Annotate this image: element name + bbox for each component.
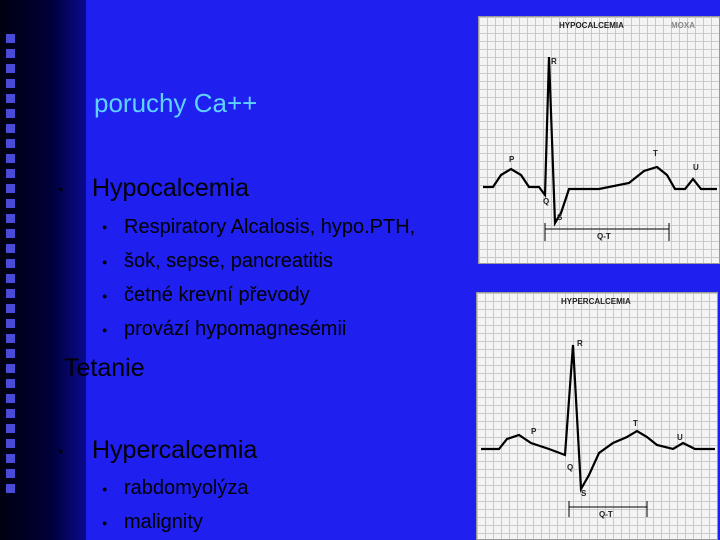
wave-s-label: S (557, 213, 563, 222)
bullet-icon: ● (102, 257, 108, 267)
interval-label: Q-T (597, 232, 611, 241)
wave-t-label: T (633, 419, 638, 428)
decorative-square (6, 379, 15, 388)
decorative-square (6, 394, 15, 403)
interval-label: Q-T (599, 510, 613, 519)
decorative-square (6, 229, 15, 238)
decorative-square (6, 424, 15, 433)
left-decorative-strip (0, 0, 86, 540)
wave-p-label: P (509, 155, 515, 164)
ecg-hypocalcemia-image (478, 16, 720, 264)
decorative-square (6, 484, 15, 493)
ecg-corner-label: MOXA (671, 21, 695, 30)
list-item: Respiratory Alcalosis, hypo.PTH, (124, 216, 416, 238)
wave-q-label: Q (567, 463, 574, 472)
decorative-square (6, 334, 15, 343)
decorative-square (6, 124, 15, 133)
decorative-square (6, 109, 15, 118)
decorative-square (6, 94, 15, 103)
decorative-square (6, 304, 15, 313)
decorative-square (6, 349, 15, 358)
ecg-trace (477, 293, 717, 539)
tetanie-label: Tetanie (64, 354, 145, 382)
decorative-squares (6, 34, 16, 499)
ecg-label: HYPERCALCEMIA (561, 297, 631, 306)
decorative-square (6, 214, 15, 223)
slide-title: poruchy Ca++ (94, 88, 258, 118)
decorative-square (6, 64, 15, 73)
bullet-icon: ● (58, 446, 64, 456)
decorative-square (6, 244, 15, 253)
decorative-square (6, 469, 15, 478)
decorative-square (6, 79, 15, 88)
decorative-square (6, 154, 15, 163)
wave-t-label: T (653, 149, 658, 158)
decorative-square (6, 274, 15, 283)
decorative-square (6, 454, 15, 463)
list-item: četné krevní převody (124, 284, 310, 306)
wave-q-label: Q (543, 197, 550, 206)
decorative-square (6, 259, 15, 268)
decorative-square (6, 319, 15, 328)
ecg-trace (479, 17, 719, 263)
decorative-square (6, 409, 15, 418)
hypercalcemia-heading: Hypercalcemia (92, 436, 258, 464)
list-item: rabdomyolýza (124, 477, 249, 499)
ecg-hypercalcemia-image (476, 292, 718, 540)
bullet-icon: ● (58, 184, 64, 194)
list-item: malignity (124, 511, 203, 533)
wave-u-label: U (677, 433, 683, 442)
decorative-square (6, 199, 15, 208)
decorative-square (6, 184, 15, 193)
decorative-square (6, 439, 15, 448)
decorative-square (6, 169, 15, 178)
list-item: provází hypomagnesémii (124, 318, 347, 340)
decorative-square (6, 139, 15, 148)
wave-p-label: P (531, 427, 537, 436)
wave-u-label: U (693, 163, 699, 172)
hypocalcemia-heading: Hypocalcemia (92, 174, 250, 202)
ecg-label: HYPOCALCEMIA (559, 21, 624, 30)
wave-s-label: S (581, 489, 587, 498)
list-item: šok, sepse, pancreatitis (124, 250, 333, 272)
bullet-icon: ● (102, 518, 108, 528)
bullet-icon: ● (102, 325, 108, 335)
bullet-icon: ● (102, 291, 108, 301)
wave-r-label: R (577, 339, 583, 348)
bullet-icon: ● (102, 222, 108, 232)
decorative-square (6, 49, 15, 58)
decorative-square (6, 364, 15, 373)
decorative-square (6, 34, 15, 43)
bullet-icon: ● (102, 484, 108, 494)
decorative-square (6, 289, 15, 298)
wave-r-label: R (551, 57, 557, 66)
